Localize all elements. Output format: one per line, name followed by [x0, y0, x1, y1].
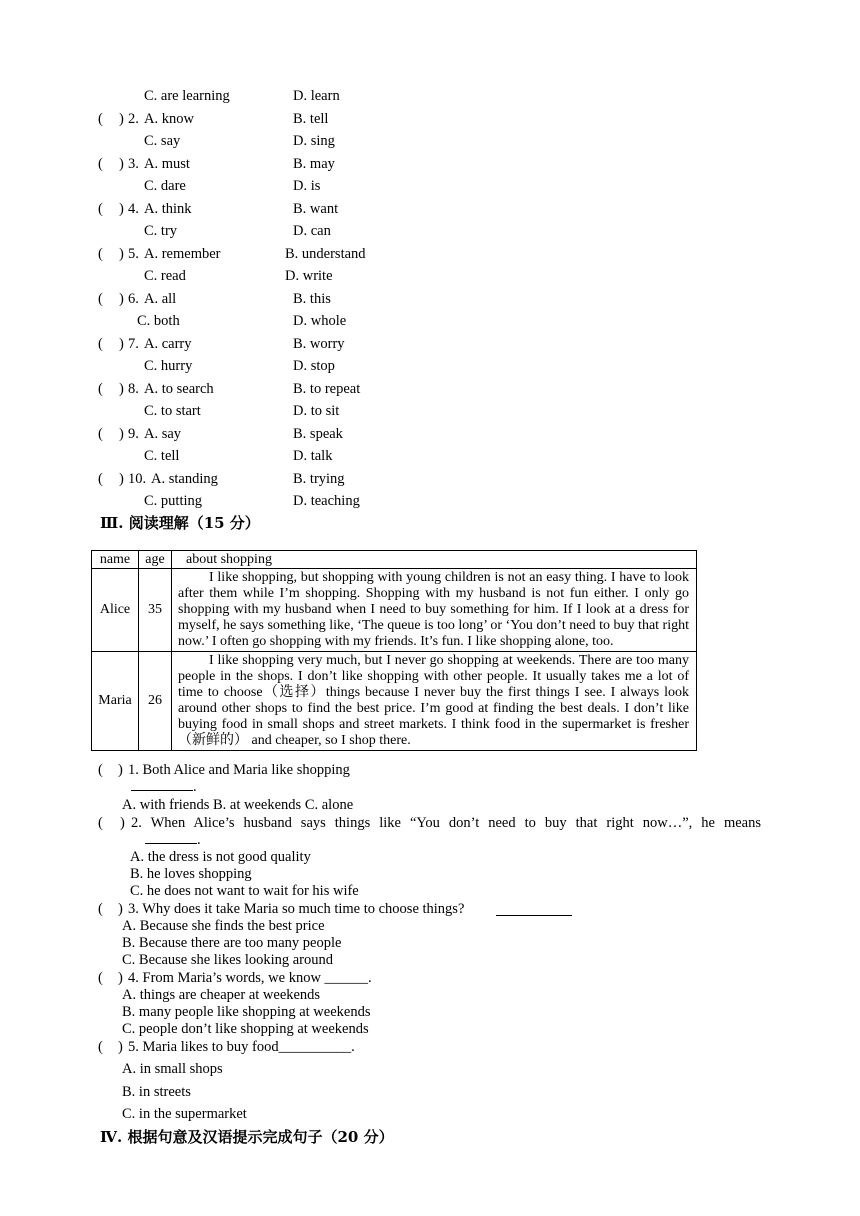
answer-paren-open: (	[98, 970, 103, 986]
option-b: B. may	[293, 156, 335, 172]
answer-blank	[145, 833, 197, 844]
option-c: C. dare	[144, 178, 186, 194]
row-name: Alice	[92, 569, 139, 652]
answer-paren-close: )	[118, 762, 123, 778]
header-name: name	[92, 551, 139, 569]
answer-paren-close: )	[119, 426, 124, 442]
answer-paren-open: (	[98, 901, 103, 917]
option-c: C. putting	[144, 493, 203, 509]
option-c: C. he does not want to wait for his wife	[130, 883, 359, 899]
table-row	[92, 569, 697, 652]
option-d: D. write	[285, 268, 333, 284]
option-b: B. Because there are too many people	[122, 935, 342, 951]
option-d: D. is	[293, 178, 321, 194]
answer-paren-open: (	[98, 201, 103, 217]
section-3-heading: Ⅲ. 阅读理解（15 分）	[100, 514, 260, 532]
option-a: A. standing	[151, 471, 218, 487]
option-a: A. Because she finds the best price	[122, 918, 325, 934]
answer-paren-open: (	[98, 246, 103, 262]
option-c: C. to start	[144, 403, 201, 419]
option-a: A. know	[144, 111, 194, 127]
option-d: D. whole	[293, 313, 347, 329]
question-number: 9.	[128, 426, 139, 442]
option-a: A. things are cheaper at weekends	[122, 987, 321, 1003]
option-c: C. read	[144, 268, 186, 284]
answer-paren-open: (	[98, 471, 103, 487]
answer-paren-close: )	[119, 291, 124, 307]
header-age: age	[139, 551, 172, 569]
option-b: B. understand	[285, 246, 366, 262]
option-b: B. in streets	[122, 1084, 191, 1100]
option-b: B. many people like shopping at weekends	[122, 1004, 371, 1020]
option-a: A. to search	[144, 381, 214, 397]
option-b: B. to repeat	[293, 381, 361, 397]
row-text: I like shopping very much, but I never go shopping at weekends. There are too many people in the shops. I don’t like shopping with other people. It usually takes me a lot of time to choose（选择）things because I never buy the first things I see. I always look around other shops to find the best price. I’m good at finding the best deals. I don’t like buying food in small shops and street markets. I think food in the supermarket is fresher（新鲜的） and cheaper, so I shop there.	[172, 652, 697, 751]
answer-blank	[131, 780, 193, 791]
option-c: C. try	[144, 223, 178, 239]
row-name: Maria	[92, 652, 139, 751]
question-number: 6.	[128, 291, 139, 307]
option-c: C. tell	[144, 448, 180, 464]
option-b: B. tell	[293, 111, 329, 127]
question-number: 2.	[128, 111, 139, 127]
question-number: 7.	[128, 336, 139, 352]
answer-paren-open: (	[98, 426, 103, 442]
option-a: A. all	[144, 291, 177, 307]
option-a: A. remember	[144, 246, 221, 262]
option-b: B. speak	[293, 426, 343, 442]
table-header-row	[92, 551, 697, 569]
option-c: C. hurry	[144, 358, 193, 374]
option-a: A. the dress is not good quality	[130, 849, 311, 865]
option-c: C. people don’t like shopping at weekends	[122, 1021, 369, 1037]
question-number: 3.	[128, 156, 139, 172]
answer-paren-close: )	[118, 901, 123, 917]
option-c: C. say	[144, 133, 181, 149]
option-a: A. think	[144, 201, 192, 217]
row-text: I like shopping, but shopping with young children is not an easy thing. I have to look after them while I’m shopping. Shopping with my husband is not fun either. I only go shopping with my husband when I need to buy something for him. If I look at a dress for myself, he says something like, ‘The queue is too long’ or ‘You don’t need to buy that right now.’ I often go shopping with my friends. It’s fun. I like shopping alone, too.	[172, 569, 697, 652]
option-c: C. Because she likes looking around	[122, 952, 334, 968]
answer-paren-close: )	[119, 336, 124, 352]
option-b: B. this	[293, 291, 331, 307]
answer-paren-close: )	[119, 201, 124, 217]
answer-paren-close: )	[120, 815, 125, 831]
answer-blank	[496, 901, 572, 916]
option-c: C. both	[137, 313, 180, 329]
option-c: C. are learning	[144, 88, 230, 104]
answer-paren-close: )	[119, 246, 124, 262]
answer-paren-open: (	[98, 815, 103, 831]
shopping-table	[91, 550, 697, 751]
row-age: 35	[139, 569, 172, 652]
option-d: D. to sit	[293, 403, 340, 419]
option-d: D. can	[293, 223, 331, 239]
question-stem: 1. Both Alice and Maria like shopping	[128, 762, 350, 778]
question-stem: 2. When Alice’s husband says things like “You don’t need to buy that right now…”, he means	[131, 815, 761, 831]
question-number: 10.	[128, 471, 147, 487]
answer-paren-close: )	[118, 970, 123, 986]
answer-paren-close: )	[119, 111, 124, 127]
row-age: 26	[139, 652, 172, 751]
answer-paren-open: (	[98, 762, 103, 778]
answer-paren-close: )	[118, 1039, 123, 1055]
section-4-heading: Ⅳ. 根据句意及汉语提示完成句子（20 分）	[100, 1128, 394, 1146]
answer-paren-open: (	[98, 291, 103, 307]
option-d: D. learn	[293, 88, 340, 104]
answer-paren-close: )	[119, 381, 124, 397]
answer-paren-open: (	[98, 156, 103, 172]
question-number: 8.	[128, 381, 139, 397]
question-stem: 4. From Maria’s words, we know ______.	[128, 970, 372, 986]
option-d: D. teaching	[293, 493, 360, 509]
header-about: about shopping	[172, 551, 697, 569]
answer-paren-open: (	[98, 381, 103, 397]
option-b: B. he loves shopping	[130, 866, 252, 882]
question-number: 4.	[128, 201, 139, 217]
table-row	[92, 652, 697, 751]
answer-paren-open: (	[98, 336, 103, 352]
question-number: 5.	[128, 246, 139, 262]
option-d: D. stop	[293, 358, 335, 374]
option-a: A. say	[144, 426, 182, 442]
option-a: A. carry	[144, 336, 192, 352]
answer-paren-close: )	[119, 471, 124, 487]
answer-paren-close: )	[119, 156, 124, 172]
option-d: D. sing	[293, 133, 335, 149]
option-a: A. must	[144, 156, 190, 172]
question-options: A. with friends B. at weekends C. alone	[122, 797, 354, 813]
option-a: A. in small shops	[122, 1061, 223, 1077]
question-stem: 3. Why does it take Maria so much time to choose things?	[128, 901, 465, 917]
option-b: B. trying	[293, 471, 345, 487]
answer-paren-open: (	[98, 1039, 103, 1055]
option-b: B. want	[293, 201, 339, 217]
option-b: B. worry	[293, 336, 345, 352]
option-d: D. talk	[293, 448, 333, 464]
answer-paren-open: (	[98, 111, 103, 127]
option-c: C. in the supermarket	[122, 1106, 247, 1122]
question-stem: 5. Maria likes to buy food__________.	[128, 1039, 355, 1055]
